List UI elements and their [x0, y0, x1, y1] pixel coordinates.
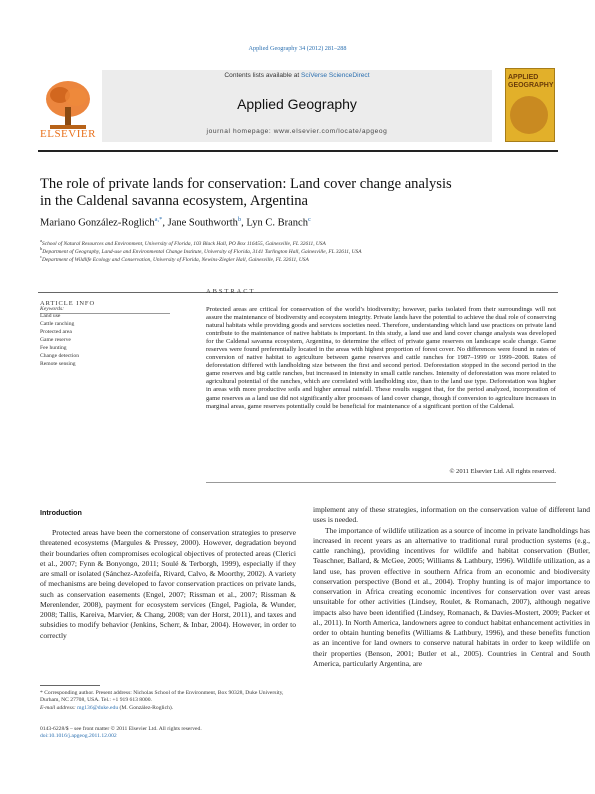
cover-title	[508, 74, 552, 90]
page-footer	[40, 726, 296, 740]
keyword-item: Remote sensing	[40, 361, 76, 367]
keyword-item: Change detection	[40, 353, 79, 359]
article-title-line2: in the Caldenal savanna ecosystem, Argentina	[40, 193, 309, 209]
abstract-rule	[206, 482, 556, 483]
contents-prefix: Contents lists available at	[224, 72, 302, 79]
cover-artwork	[510, 96, 548, 134]
body-paragraph-text: The importance of wildlife utilization as a source of income in private landholdings has increased in recent years as an alternative to traditional rural production systems (e.g., cattle ranching), providing incentives for wildlife and habitat conservation (Butler, Teaschner, Ballard, & McGee, 2005; Williams & Lathbury, 1996). Wildlife utilization, as a land use, has proven effective in southern Africa from an economic and biodiversity conservation perspective (Bond et al., 2004). Trophy hunting is of major importance to conservation in Africa creating economic incentives for conservation over vast areas unsuitable for other activities (Lindsey, Roulet, & Romanach, 2007), although negative impacts also have been identified (Lindsey, Romanach, & Davies-Mostert, 2009; Packer et al., 2011). In North America, landowners agree to conduct habitat enhancement activities in order to obtain hunting benefits (Williams & Lathbury, 1996), and these benefits function as an incentive for land owners to conserve natural habitats in order to keep wildlife on their properties (Benson, 2001; Butler et al., 2005). Countries in Central and South America, particularly Argentina, are	[313, 525, 590, 668]
affiliation-text: Department of Geography, Land-use and Environmental Change Institute, University of Florida, 3141 Turlington Hall, Gainesville, FL 32611, USA	[42, 248, 362, 255]
author-affiliation-marker[interactable]: c	[307, 216, 311, 223]
email-suffix: (M. González-Roglich).	[119, 704, 174, 711]
header-rule	[38, 150, 558, 152]
author-name[interactable]: Jane Southworth	[167, 217, 238, 229]
section-rule	[38, 292, 558, 293]
sciencedirect-link[interactable]: SciVerse ScienceDirect	[301, 72, 370, 79]
doi-link[interactable]: doi:10.1016/j.apgeog.2011.12.002	[40, 733, 117, 740]
corresponding-author-footnote	[40, 690, 296, 712]
article-title-line1: The role of private lands for conservation: Land cover change analysis	[40, 176, 452, 192]
email-label: E-mail address:	[40, 704, 76, 711]
keyword-item: Land use	[40, 313, 61, 319]
journal-citation[interactable]: Applied Geography 34 (2012) 281–288	[248, 45, 347, 52]
affiliation-marker: c	[40, 254, 42, 259]
keywords-label: Keywords:	[40, 306, 65, 312]
body-column-right	[313, 505, 590, 669]
affiliation-text: Department of Wildlife Ecology and Conservation, University of Florida, Newins-Ziegler Hall, Gainesville, FL 32611, USA	[42, 256, 309, 263]
keyword-item: Game reserve	[40, 337, 71, 343]
email-line	[40, 705, 296, 712]
footnote-rule	[40, 685, 100, 686]
cover-title-line2: GEOGRAPHY	[508, 82, 554, 89]
body-paragraph: implement any of these strategies, information on the conservation value of different land uses is needed.	[313, 505, 590, 525]
cover-title-line1: APPLIED	[508, 74, 539, 81]
journal-title: Applied Geography	[237, 96, 357, 112]
keyword-item: Protected area	[40, 329, 72, 335]
author-email-link[interactable]: mg136@duke.edu	[77, 704, 119, 711]
affiliation	[40, 254, 560, 263]
article-info-heading: ARTICLE INFO	[40, 300, 96, 307]
article-title	[40, 176, 560, 210]
author-affiliation-marker[interactable]: b	[237, 216, 242, 223]
keyword-item: Cattle ranching	[40, 321, 75, 327]
abstract-text: Protected areas are critical for conservation of the world’s biodiversity; however, parks isolated from their surroundings will not assure the maintenance of biodiversity and ecosystem integrity. Private lands have the potential to achieve the dual role of conserving natural habitats while providing goods and services societies need. Therefore, understanding which land use practices on private land contribute to the maintenance of native habitats is important. In this study, a land use and land cover change analysis was developed for the Caldenal savanna ecosystem, Argentina, to determine the effect of private game reserves on landscape scale change. Game reserves were found preferentially located in the areas with highest proportion of forest cover. No differences were found in rates of conversion of native habitat to agriculture between game reserves and cattle ranches for 1987–1999 or 1999–2008. Rates of deforestation differed with landholding size between the first and second period. Deforestation stopped in the second period in the game reserves and big cattle ranches, but increased in intensity in small cattle ranches. Intensity of deforestation was more related to agricultural potential of the ranches, which are correlated with landholding size, than to the land use type. Deforestation was higher in areas with more productive soils and higher annual rainfall. These results suggest that, for the period analyzed, incorporation of game reserves as a land use did not significantly alter processes of land cover change, though if conversion to agriculture increases in marginal areas, game reserves potentially could be beneficial for maintenance of a significant portion of the Caldenal.	[206, 306, 556, 410]
intro-paragraph: Protected areas have been the cornerstone of conservation strategies to preserve threatened ecosystems (Margules & Pressey, 2000). However, degradation beyond their boundaries often compromises ecological objectives of protected areas (Clerici et al., 2007; Fynn & Bonyongo, 2011; Soulé & Terborgh, 1999), especially if they are small or isolated (Sánchez-Azofeifa, Rivard, Calvo, & Moorthy, 2002). A variety of mechanisms are being developed to favor conservation practices on private lands, such as conservation easements (Engel, 2007; Rissman et al., 2007; Rissman & Merenlender, 2008), payment for ecosystem services (Engel, Pagiola, & Wunder, 2008; Tallis, Kareiva, Marvier, & Chang, 2008; van der Horst, 2011), and taxes and subsidies to modify behavior (Jenkins, Scherr, & Inbar, 2004). However, in order to correctly	[40, 528, 296, 640]
affiliation-marker: a	[40, 238, 42, 243]
corresponding-author-text: * Corresponding author. Present address: Nicholas School of the Environment, Box 90328, Duke University, Durham, NC 27708, USA. Tel.: +1 919 613 8000.	[40, 690, 284, 704]
issn-line: 0143-6228/$ – see front matter © 2011 Elsevier Ltd. All rights reserved.	[40, 726, 202, 732]
author-list: Mariano González-Roglich$^{a,*}$, Jane Southworth$^b$, Lyn C. Branch$^c$	[40, 216, 311, 229]
body-column-left	[40, 528, 296, 641]
journal-homepage[interactable]: journal homepage: www.elsevier.com/locate/apgeog	[206, 128, 388, 135]
author-name[interactable]: Lyn C. Branch	[246, 217, 308, 229]
author-name[interactable]: Mariano González-Roglich	[40, 217, 155, 229]
abstract-heading: ABSTRACT	[206, 288, 256, 295]
abstract-copyright: © 2011 Elsevier Ltd. All rights reserved.	[449, 468, 556, 475]
author-affiliation-marker[interactable]: a,*	[154, 216, 163, 223]
affiliation-text: School of Natural Resources and Environment, University of Florida, 103 Black Hall, PO Box 116455, Gainesville, FL 32611, USA	[42, 240, 326, 247]
introduction-heading: Introduction	[40, 508, 82, 517]
body-paragraph	[313, 526, 590, 670]
contents-available-line	[102, 72, 492, 79]
keyword-item: Fee hunting	[40, 345, 67, 351]
publisher-name: ELSEVIER	[40, 128, 96, 140]
affiliation-marker: b	[40, 246, 43, 251]
